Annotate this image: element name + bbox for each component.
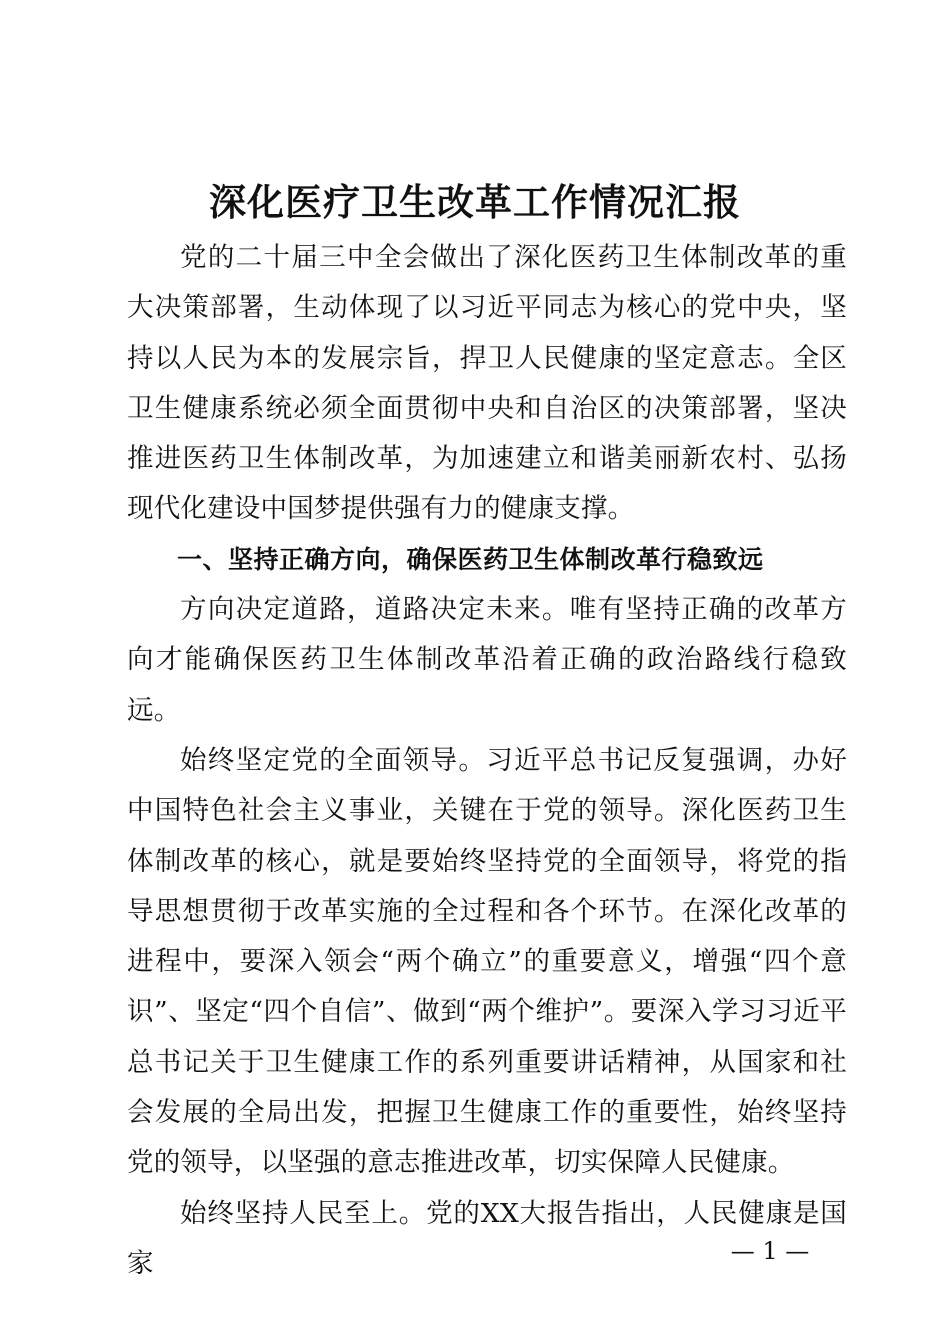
page-number: — 1 — <box>730 1237 810 1265</box>
body-paragraph: 始终坚持人民至上。党的XX大报告指出，人民健康是国家 <box>127 1197 847 1279</box>
document-title: 深化医疗卫生改革工作情况汇报 <box>209 180 741 224</box>
section-heading: 一、坚持正确方向，确保医药卫生体制改革行稳致远 <box>177 544 764 574</box>
intro-paragraph: 党的二十届三中全会做出了深化医药卫生体制改革的重大决策部署，生动体现了以习近平同志为核心的党中央，坚持以人民为本的发展宗旨，捍卫人民健康的坚定意志。全区卫生健康系统必须全面贯彻中央和自治区的决策部署，坚决推进医药卫生体制改革，为加速建立和谐美丽新农村、弘扬现代化建设中国梦提供强有力的健康支撑。 <box>127 242 847 525</box>
body-paragraph: 始终坚定党的全面领导。习近平总书记反复强调，办好中国特色社会主义事业，关键在于党的领导。深化医药卫生体制改革的核心，就是要始终坚持党的全面领导，将党的指导思想贯彻于改革实施的全过程和各个环节。在深化改革的进程中，要深入领会“两个确立”的重要意义，增强“四个意识”、坚定“四个自信”、做到“两个维护”。要深入学习习近平总书记关于卫生健康工作的系列重要讲话精神，从国家和社会发展的全局出发，把握卫生健康工作的重要性，始终坚持党的领导，以坚强的意志推进改革，切实保障人民健康。 <box>127 744 847 1179</box>
document-body <box>127 233 847 1289</box>
body-paragraph: 方向决定道路，道路决定未来。唯有坚持正确的改革方向才能确保医药卫生体制改革沿着正确的政治路线行稳致远。 <box>127 594 847 726</box>
